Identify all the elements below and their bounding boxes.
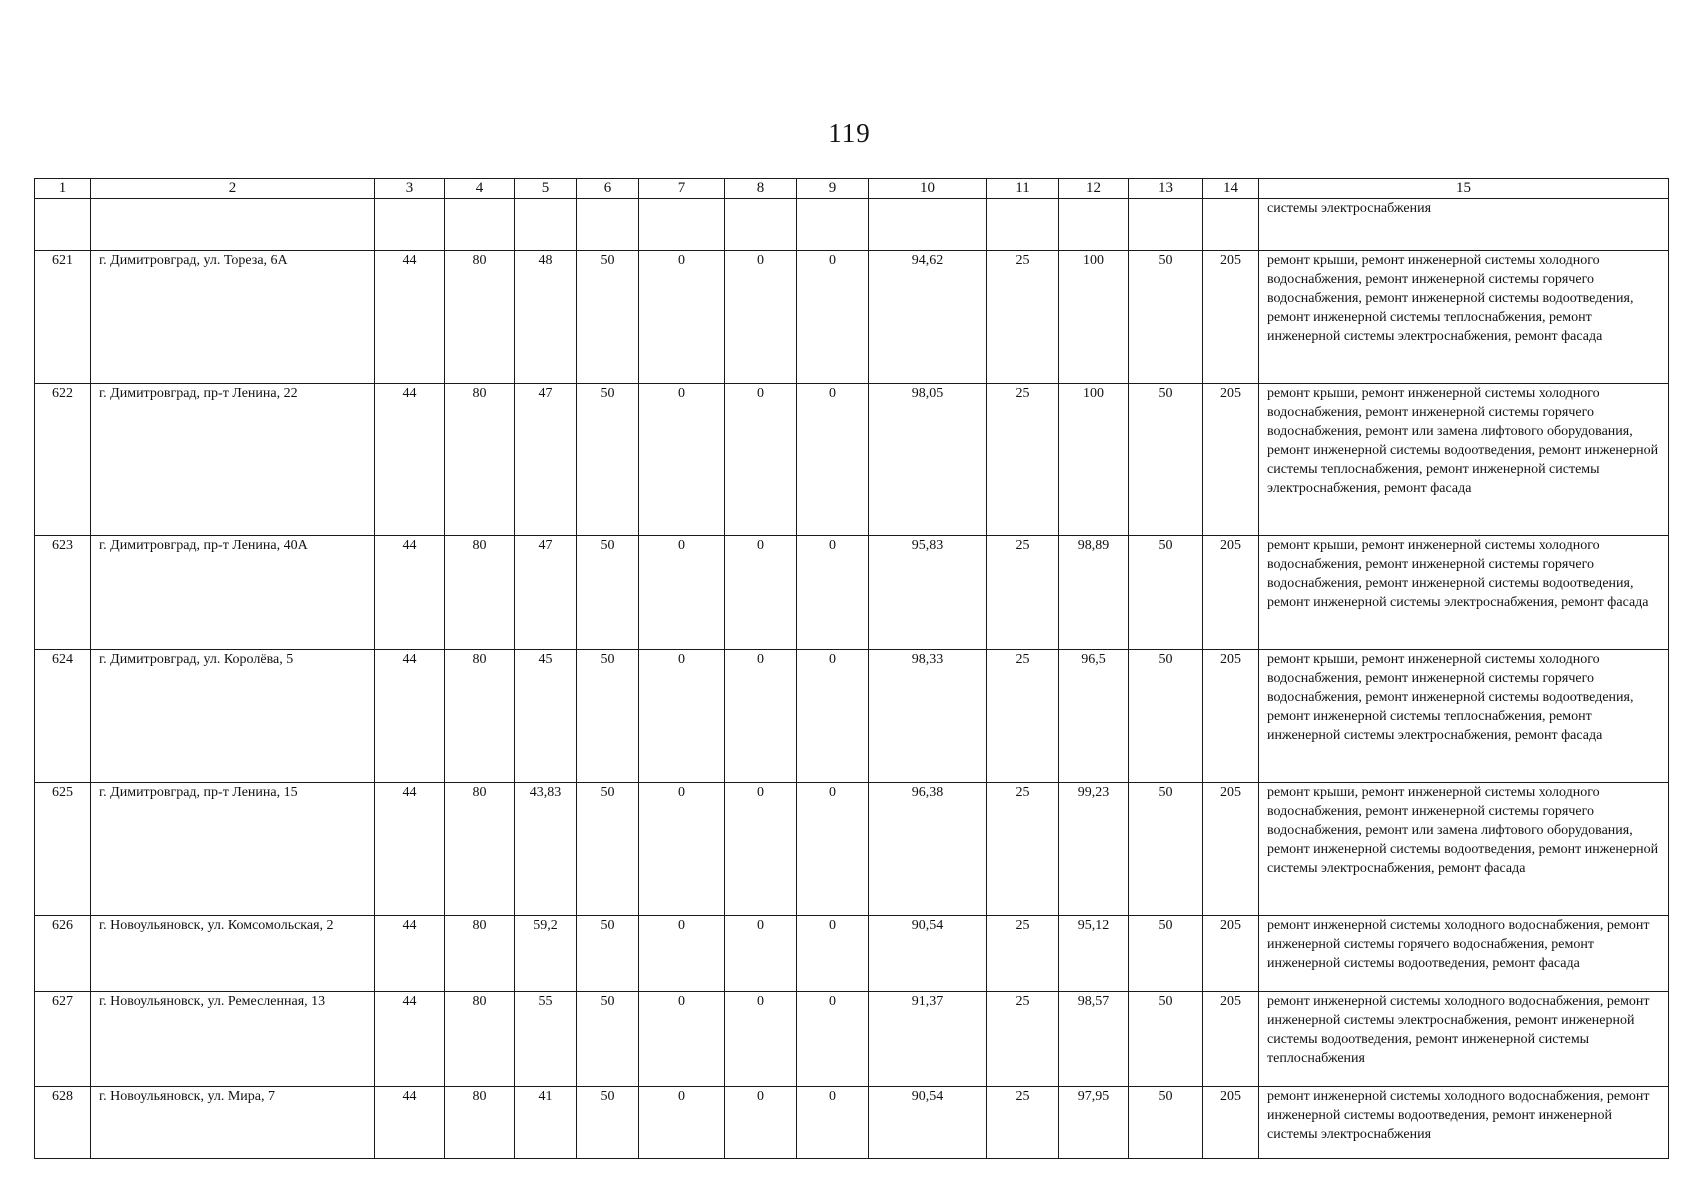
value-cell-c11: 25 xyxy=(987,783,1059,916)
row-number: 628 xyxy=(35,1087,91,1159)
row-number: 624 xyxy=(35,650,91,783)
value-cell-c8: 0 xyxy=(725,384,797,536)
value-cell-c14: 205 xyxy=(1203,916,1259,992)
table-row xyxy=(35,536,1669,650)
table-row xyxy=(35,916,1669,992)
table-row xyxy=(35,992,1669,1087)
value-cell-c5: 48 xyxy=(515,251,577,384)
value-cell-c4: 80 xyxy=(445,1087,515,1159)
value-cell-c8: 0 xyxy=(725,650,797,783)
value-cell-c7: 0 xyxy=(639,992,725,1087)
value-cell-c4: 80 xyxy=(445,783,515,916)
column-header: 5 xyxy=(515,179,577,199)
value-cell-c7: 0 xyxy=(639,251,725,384)
value-cell-c13: 50 xyxy=(1129,783,1203,916)
value-cell-c3: 44 xyxy=(375,992,445,1087)
address-cell: г. Новоульяновск, ул. Комсомольская, 2 xyxy=(91,916,375,992)
value-cell-c9: 0 xyxy=(797,536,869,650)
value-cell-c14: 205 xyxy=(1203,384,1259,536)
row-number: 622 xyxy=(35,384,91,536)
row-number: 621 xyxy=(35,251,91,384)
row-number: 626 xyxy=(35,916,91,992)
value-cell-c6: 50 xyxy=(577,1087,639,1159)
value-cell-c14: 205 xyxy=(1203,783,1259,916)
value-cell-c10: 96,38 xyxy=(869,783,987,916)
row-number: 623 xyxy=(35,536,91,650)
value-cell-c7: 0 xyxy=(639,536,725,650)
works-cell: ремонт крыши, ремонт инженерной системы холодного водоснабжения, ремонт инженерной системы горячего водоснабжения, ремонт или замена лифтового оборудования, ремонт инженерной системы водоотведения, ремонт инженерной системы электроснабжения, ремонт фасада xyxy=(1259,783,1669,916)
value-cell-c12: 98,89 xyxy=(1059,536,1129,650)
column-header: 8 xyxy=(725,179,797,199)
value-cell-c6: 50 xyxy=(577,650,639,783)
column-header: 11 xyxy=(987,179,1059,199)
value-cell-c12: 98,57 xyxy=(1059,992,1129,1087)
value-cell-c6: 50 xyxy=(577,992,639,1087)
value-cell-c13: 50 xyxy=(1129,650,1203,783)
value-cell-c12: 100 xyxy=(1059,251,1129,384)
value-cell-c5: 41 xyxy=(515,1087,577,1159)
value-cell-c10: 98,05 xyxy=(869,384,987,536)
column-header: 6 xyxy=(577,179,639,199)
value-cell-c7: 0 xyxy=(639,783,725,916)
table-row xyxy=(35,650,1669,783)
value-cell-c12: 96,5 xyxy=(1059,650,1129,783)
value-cell-c13: 50 xyxy=(1129,384,1203,536)
continuation-row xyxy=(35,199,1669,251)
value-cell-c5: 45 xyxy=(515,650,577,783)
value-cell-c13: 50 xyxy=(1129,536,1203,650)
value-cell-c8: 0 xyxy=(725,251,797,384)
value-cell-c6: 50 xyxy=(577,251,639,384)
column-header: 1 xyxy=(35,179,91,199)
value-cell-c4: 80 xyxy=(445,992,515,1087)
value-cell-c14: 205 xyxy=(1203,536,1259,650)
value-cell-c12: 95,12 xyxy=(1059,916,1129,992)
value-cell-c6: 50 xyxy=(577,384,639,536)
value-cell-c4: 80 xyxy=(445,916,515,992)
works-cell: системы электроснабжения xyxy=(1259,199,1669,251)
column-header: 12 xyxy=(1059,179,1129,199)
table-row xyxy=(35,1087,1669,1159)
value-cell-c11: 25 xyxy=(987,992,1059,1087)
value-cell-c5: 59,2 xyxy=(515,916,577,992)
value-cell-c11: 25 xyxy=(987,251,1059,384)
column-header: 7 xyxy=(639,179,725,199)
value-cell-c6: 50 xyxy=(577,783,639,916)
works-cell: ремонт инженерной системы холодного водоснабжения, ремонт инженерной системы водоотведения, ремонт инженерной системы электроснабжения xyxy=(1259,1087,1669,1159)
value-cell-c11: 25 xyxy=(987,650,1059,783)
column-header: 3 xyxy=(375,179,445,199)
value-cell-c5: 47 xyxy=(515,384,577,536)
value-cell-c4: 80 xyxy=(445,650,515,783)
value-cell-c7: 0 xyxy=(639,1087,725,1159)
works-table xyxy=(34,178,1669,1159)
value-cell-c8: 0 xyxy=(725,536,797,650)
works-cell: ремонт крыши, ремонт инженерной системы холодного водоснабжения, ремонт инженерной системы горячего водоснабжения, ремонт инженерной системы водоотведения, ремонт инженерной системы электроснабжения, ремонт фасада xyxy=(1259,536,1669,650)
address-cell: г. Димитровград, пр-т Ленина, 22 xyxy=(91,384,375,536)
value-cell-c13: 50 xyxy=(1129,251,1203,384)
value-cell-c9: 0 xyxy=(797,992,869,1087)
value-cell-c10: 90,54 xyxy=(869,916,987,992)
value-cell-c10: 91,37 xyxy=(869,992,987,1087)
column-header: 9 xyxy=(797,179,869,199)
value-cell-c5: 47 xyxy=(515,536,577,650)
value-cell-c14: 205 xyxy=(1203,251,1259,384)
value-cell-c14: 205 xyxy=(1203,992,1259,1087)
column-header: 4 xyxy=(445,179,515,199)
address-cell: г. Димитровград, пр-т Ленина, 40А xyxy=(91,536,375,650)
value-cell-c4: 80 xyxy=(445,384,515,536)
value-cell-c10: 98,33 xyxy=(869,650,987,783)
value-cell-c3: 44 xyxy=(375,251,445,384)
value-cell-c10: 90,54 xyxy=(869,1087,987,1159)
value-cell-c11: 25 xyxy=(987,536,1059,650)
works-cell: ремонт инженерной системы холодного водоснабжения, ремонт инженерной системы электроснабжения, ремонт инженерной системы водоотведения, ремонт инженерной системы теплоснабжения xyxy=(1259,992,1669,1087)
value-cell-c5: 43,83 xyxy=(515,783,577,916)
table-row xyxy=(35,384,1669,536)
value-cell-c8: 0 xyxy=(725,783,797,916)
value-cell-c11: 25 xyxy=(987,916,1059,992)
column-header: 10 xyxy=(869,179,987,199)
value-cell-c8: 0 xyxy=(725,916,797,992)
value-cell-c11: 25 xyxy=(987,1087,1059,1159)
value-cell-c3: 44 xyxy=(375,783,445,916)
address-cell: г. Димитровград, ул. Тореза, 6А xyxy=(91,251,375,384)
value-cell-c8: 0 xyxy=(725,1087,797,1159)
column-number-row xyxy=(35,179,1669,199)
works-cell: ремонт крыши, ремонт инженерной системы холодного водоснабжения, ремонт инженерной системы горячего водоснабжения, ремонт инженерной системы водоотведения, ремонт инженерной системы теплоснабжения, ремонт инженерной системы электроснабжения, ремонт фасада xyxy=(1259,251,1669,384)
value-cell-c6: 50 xyxy=(577,536,639,650)
value-cell-c9: 0 xyxy=(797,1087,869,1159)
value-cell-c12: 99,23 xyxy=(1059,783,1129,916)
address-cell: г. Димитровград, ул. Королёва, 5 xyxy=(91,650,375,783)
value-cell-c7: 0 xyxy=(639,916,725,992)
value-cell-c5: 55 xyxy=(515,992,577,1087)
table-row xyxy=(35,783,1669,916)
value-cell-c7: 0 xyxy=(639,384,725,536)
value-cell-c3: 44 xyxy=(375,384,445,536)
address-cell: г. Новоульяновск, ул. Мира, 7 xyxy=(91,1087,375,1159)
value-cell-c3: 44 xyxy=(375,536,445,650)
value-cell-c4: 80 xyxy=(445,251,515,384)
value-cell-c14: 205 xyxy=(1203,650,1259,783)
value-cell-c8: 0 xyxy=(725,992,797,1087)
column-header: 2 xyxy=(91,179,375,199)
value-cell-c4: 80 xyxy=(445,536,515,650)
address-cell: г. Димитровград, пр-т Ленина, 15 xyxy=(91,783,375,916)
value-cell-c9: 0 xyxy=(797,783,869,916)
row-number: 625 xyxy=(35,783,91,916)
column-header: 15 xyxy=(1259,179,1669,199)
value-cell-c13: 50 xyxy=(1129,916,1203,992)
value-cell-c12: 97,95 xyxy=(1059,1087,1129,1159)
value-cell-c9: 0 xyxy=(797,384,869,536)
value-cell-c9: 0 xyxy=(797,650,869,783)
works-cell: ремонт крыши, ремонт инженерной системы холодного водоснабжения, ремонт инженерной системы горячего водоснабжения, ремонт или замена лифтового оборудования, ремонт инженерной системы водоотведения, ремонт инженерной системы теплоснабжения, ремонт инженерной системы электроснабжения, ремонт фасада xyxy=(1259,384,1669,536)
row-number: 627 xyxy=(35,992,91,1087)
column-header: 13 xyxy=(1129,179,1203,199)
value-cell-c13: 50 xyxy=(1129,992,1203,1087)
value-cell-c3: 44 xyxy=(375,650,445,783)
value-cell-c6: 50 xyxy=(577,916,639,992)
value-cell-c12: 100 xyxy=(1059,384,1129,536)
works-cell: ремонт инженерной системы холодного водоснабжения, ремонт инженерной системы горячего водоснабжения, ремонт инженерной системы водоотведения, ремонт фасада xyxy=(1259,916,1669,992)
address-cell: г. Новоульяновск, ул. Ремесленная, 13 xyxy=(91,992,375,1087)
column-header: 14 xyxy=(1203,179,1259,199)
value-cell-c10: 95,83 xyxy=(869,536,987,650)
value-cell-c9: 0 xyxy=(797,251,869,384)
value-cell-c3: 44 xyxy=(375,916,445,992)
works-cell: ремонт крыши, ремонт инженерной системы холодного водоснабжения, ремонт инженерной системы горячего водоснабжения, ремонт инженерной системы водоотведения, ремонт инженерной системы теплоснабжения, ремонт инженерной системы электроснабжения, ремонт фасада xyxy=(1259,650,1669,783)
value-cell-c13: 50 xyxy=(1129,1087,1203,1159)
value-cell-c11: 25 xyxy=(987,384,1059,536)
value-cell-c3: 44 xyxy=(375,1087,445,1159)
value-cell-c7: 0 xyxy=(639,650,725,783)
value-cell-c10: 94,62 xyxy=(869,251,987,384)
page-number: 119 xyxy=(828,118,871,148)
value-cell-c14: 205 xyxy=(1203,1087,1259,1159)
value-cell-c9: 0 xyxy=(797,916,869,992)
table-row xyxy=(35,251,1669,384)
